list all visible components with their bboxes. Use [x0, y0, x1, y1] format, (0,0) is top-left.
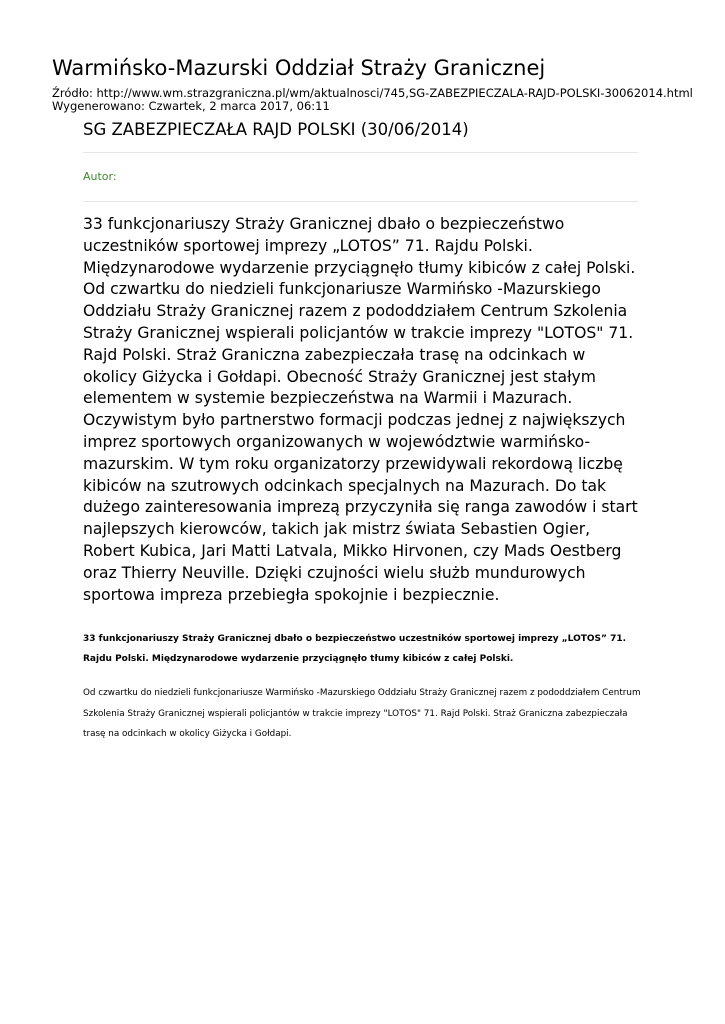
document-meta [52, 87, 693, 113]
site-title: Warmińsko-Mazurski Oddział Straży Granicznej [52, 56, 546, 80]
article-summary-plain: Od czwartku do niedzieli funkcjonariusze Warmińsko -Mazurskiego Oddziału Straży Granicznej razem z pododdziałem Centrum Szkolenia Straży Granicznej wspierali policjantów w trakcie imprezy "LOTOS" 71. Rajd Polski. Straż Graniczna zabezpieczała trasę na odcinkach w okolicy Giżycka i Gołdapi. [83, 688, 641, 740]
author-label: Autor: [83, 170, 117, 183]
author-row [83, 153, 638, 202]
article-summary-bold: 33 funkcjonariuszy Straży Granicznej dbało o bezpieczeństwo uczestników sportowej imprezy „LOTOS” 71. Rajdu Polski. Międzynarodowe wydarzenie przyciągnęło tłumy kibiców z całej Polski. [83, 634, 627, 665]
article-lead-paragraph: 33 funkcjonariuszy Straży Granicznej dbało o bezpieczeństwo uczestników sportowej imprezy „LOTOS” 71. Rajdu Polski. Międzynarodowe wydarzenie przyciągnęło tłumy kibiców z całej Polski. Od czwartku do niedzieli funkcjonariusze Warmińsko -Mazurskiego Oddziału Straży Granicznej razem z pododdziałem Centrum Szkolenia Straży Granicznej wspierali policjantów w trakcie imprezy "LOTOS" 71. Rajd Polski. Straż Graniczna zabezpieczała trasę na odcinkach w okolicy Giżycka i Gołdapi. Obecność Straży Granicznej jest stałym elementem w systemie bezpieczeństwa na Warmii i Mazurach. Oczywistym było partnerstwo formacji podczas jednej z największych imprez sportowych organizowanych w województwie warmińsko-mazurskim. W tym roku organizatorzy przewidywali rekordową liczbę kibiców na szutrowych odcinkach specjalnych na Mazurach. Do tak dużego zainteresowania imprezą przyczyniła się ranga zawodów i start najlepszych kierowców, takich jak mistrz świata Sebastien Ogier, Robert Kubica, Jari Matti Latvala, Mikko Hirvonen, czy Mads Oestberg oraz Thierry Neuville. Dzięki czujności wielu służb mundurowych sportowa impreza przebiegła spokojnie i bezpiecznie. [83, 215, 638, 604]
generated-date-line: Wygenerowano: Czwartek, 2 marca 2017, 06:11 [52, 99, 330, 113]
article [83, 118, 641, 745]
article-title: SG ZABEZPIECZAŁA RAJD POLSKI (30/06/2014) [83, 118, 638, 153]
source-url-line: Źródło: http://www.wm.strazgraniczna.pl/wm/aktualnosci/745,SG-ZABEZPIECZALA-RAJD-POLSKI-30062014.html [52, 86, 693, 100]
